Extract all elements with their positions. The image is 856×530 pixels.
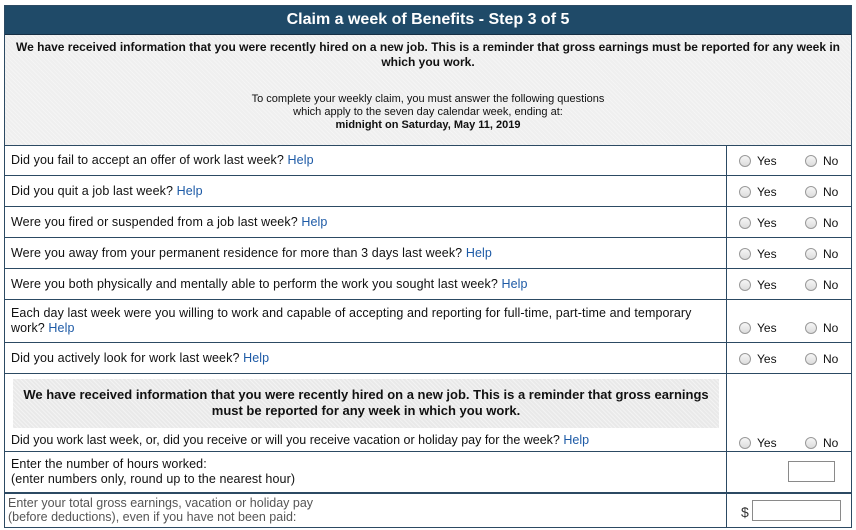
question-text	[5, 269, 727, 299]
hours-input[interactable]	[788, 461, 835, 482]
yes-label: Yes	[757, 321, 777, 335]
no-label: No	[823, 278, 839, 292]
question-row-look-for-work	[5, 343, 851, 374]
hired-notice-text: We have received information that you were recently hired on a new job. This is a reminder that gross earnings must be reported for any week in which you work.	[16, 40, 840, 69]
page-title: Claim a week of Benefits - Step 3 of 5	[5, 6, 851, 35]
question-label: Each day last week were you willing to work and capable of accepting and reporting for full-time, part-time and temporary work?	[11, 306, 692, 335]
question-row-fail-accept	[5, 145, 851, 176]
hired-reminder-box	[13, 379, 719, 428]
no-radio[interactable]	[805, 437, 817, 449]
yes-label: Yes	[757, 352, 777, 366]
yes-radio[interactable]	[739, 155, 751, 167]
earnings-row	[5, 493, 851, 528]
no-option[interactable]	[805, 247, 838, 261]
hours-worked-row	[5, 452, 851, 493]
earnings-label-line-2: (before deductions), even if you have not been paid:	[8, 510, 297, 524]
no-radio[interactable]	[805, 322, 817, 334]
no-option[interactable]	[805, 352, 838, 366]
no-option[interactable]	[805, 436, 838, 450]
instruction-line-2: which apply to the seven day calendar week, ending at:	[293, 106, 563, 118]
hours-label	[5, 452, 727, 492]
yes-option[interactable]	[739, 321, 777, 335]
question-text	[5, 300, 727, 342]
no-label: No	[823, 247, 839, 261]
no-option[interactable]	[805, 278, 838, 292]
hours-answer	[727, 452, 851, 492]
no-radio[interactable]	[805, 217, 817, 229]
no-option[interactable]	[805, 154, 838, 168]
answer-group	[727, 343, 851, 373]
no-label: No	[823, 185, 839, 199]
yes-option[interactable]	[739, 247, 777, 261]
answer-group	[727, 269, 851, 299]
no-label: No	[823, 352, 839, 366]
yes-label: Yes	[757, 278, 777, 292]
instruction-line-1: To complete your weekly claim, you must answer the following questions	[251, 93, 605, 105]
yes-label: Yes	[757, 216, 777, 230]
no-radio[interactable]	[805, 155, 817, 167]
hours-label-line-1: Enter the number of hours worked:	[11, 457, 207, 471]
question-row-fired	[5, 207, 851, 238]
earnings-label	[5, 494, 727, 528]
no-option[interactable]	[805, 321, 838, 335]
earnings-answer	[727, 494, 851, 528]
week-ending-date: midnight on Saturday, May 11, 2019	[335, 119, 521, 131]
yes-radio[interactable]	[739, 322, 751, 334]
yes-label: Yes	[757, 247, 777, 261]
no-label: No	[823, 321, 839, 335]
help-link[interactable]: Help	[301, 214, 328, 229]
question-text	[5, 238, 727, 268]
earnings-label-line-1: Enter your total gross earnings, vacation or holiday pay	[8, 496, 314, 510]
question-row-away	[5, 238, 851, 269]
no-radio[interactable]	[805, 279, 817, 291]
yes-option[interactable]	[739, 216, 777, 230]
hours-label-line-2: (enter numbers only, round up to the nearest hour)	[11, 472, 296, 486]
help-link[interactable]: Help	[465, 245, 492, 260]
question-row-willing	[5, 300, 851, 343]
no-label: No	[823, 436, 839, 450]
claim-instructions	[5, 93, 851, 132]
yes-radio[interactable]	[739, 437, 751, 449]
no-radio[interactable]	[805, 353, 817, 365]
question-label: Did you work last week, or, did you receive or will you receive vacation or holiday pay for the week?	[11, 433, 560, 447]
question-label: Were you fired or suspended from a job last week?	[11, 214, 298, 229]
yes-label: Yes	[757, 185, 777, 199]
yes-option[interactable]	[739, 352, 777, 366]
question-label: Were you both physically and mentally able to perform the work you sought last week?	[11, 276, 498, 291]
claim-form	[4, 5, 852, 528]
help-link[interactable]: Help	[243, 350, 270, 365]
no-label: No	[823, 216, 839, 230]
question-label: Were you away from your permanent residence for more than 3 days last week?	[11, 245, 463, 260]
yes-label: Yes	[757, 436, 777, 450]
yes-radio[interactable]	[739, 186, 751, 198]
yes-radio[interactable]	[739, 248, 751, 260]
question-text	[5, 207, 727, 237]
question-label: Did you quit a job last week?	[11, 183, 174, 198]
help-link[interactable]: Help	[563, 433, 590, 447]
yes-radio[interactable]	[739, 353, 751, 365]
notice-panel	[5, 35, 851, 146]
no-option[interactable]	[805, 185, 838, 199]
answer-group	[727, 374, 851, 451]
yes-option[interactable]	[739, 436, 777, 450]
question-label: Did you fail to accept an offer of work last week?	[11, 152, 284, 167]
help-link[interactable]: Help	[501, 276, 528, 291]
answer-group	[727, 176, 851, 206]
answer-group	[727, 238, 851, 268]
answer-group	[727, 145, 851, 175]
question-text	[5, 343, 727, 373]
yes-option[interactable]	[739, 154, 777, 168]
question-row-quit-job	[5, 176, 851, 207]
no-option[interactable]	[805, 216, 838, 230]
no-radio[interactable]	[805, 248, 817, 260]
earnings-input[interactable]	[752, 500, 841, 521]
question-text	[5, 430, 727, 451]
question-row-worked	[5, 374, 851, 452]
answer-group	[727, 300, 851, 342]
help-link[interactable]: Help	[176, 183, 203, 198]
answer-group	[727, 207, 851, 237]
question-row-able	[5, 269, 851, 300]
hired-reminder-text: We have received information that you were recently hired on a new job. This is a reminder that gross earnings must be reported for any week in which you work.	[23, 387, 709, 418]
help-link[interactable]: Help	[48, 321, 75, 335]
question-text	[5, 176, 727, 206]
yes-option[interactable]	[739, 185, 777, 199]
no-label: No	[823, 154, 839, 168]
yes-label: Yes	[757, 154, 777, 168]
yes-radio[interactable]	[739, 217, 751, 229]
no-radio[interactable]	[805, 186, 817, 198]
yes-radio[interactable]	[739, 279, 751, 291]
yes-option[interactable]	[739, 278, 777, 292]
question-label: Did you actively look for work last week?	[11, 350, 240, 365]
hired-reminder	[5, 374, 727, 430]
question-text	[5, 145, 727, 175]
currency-symbol: $	[741, 504, 749, 520]
help-link[interactable]: Help	[287, 152, 314, 167]
